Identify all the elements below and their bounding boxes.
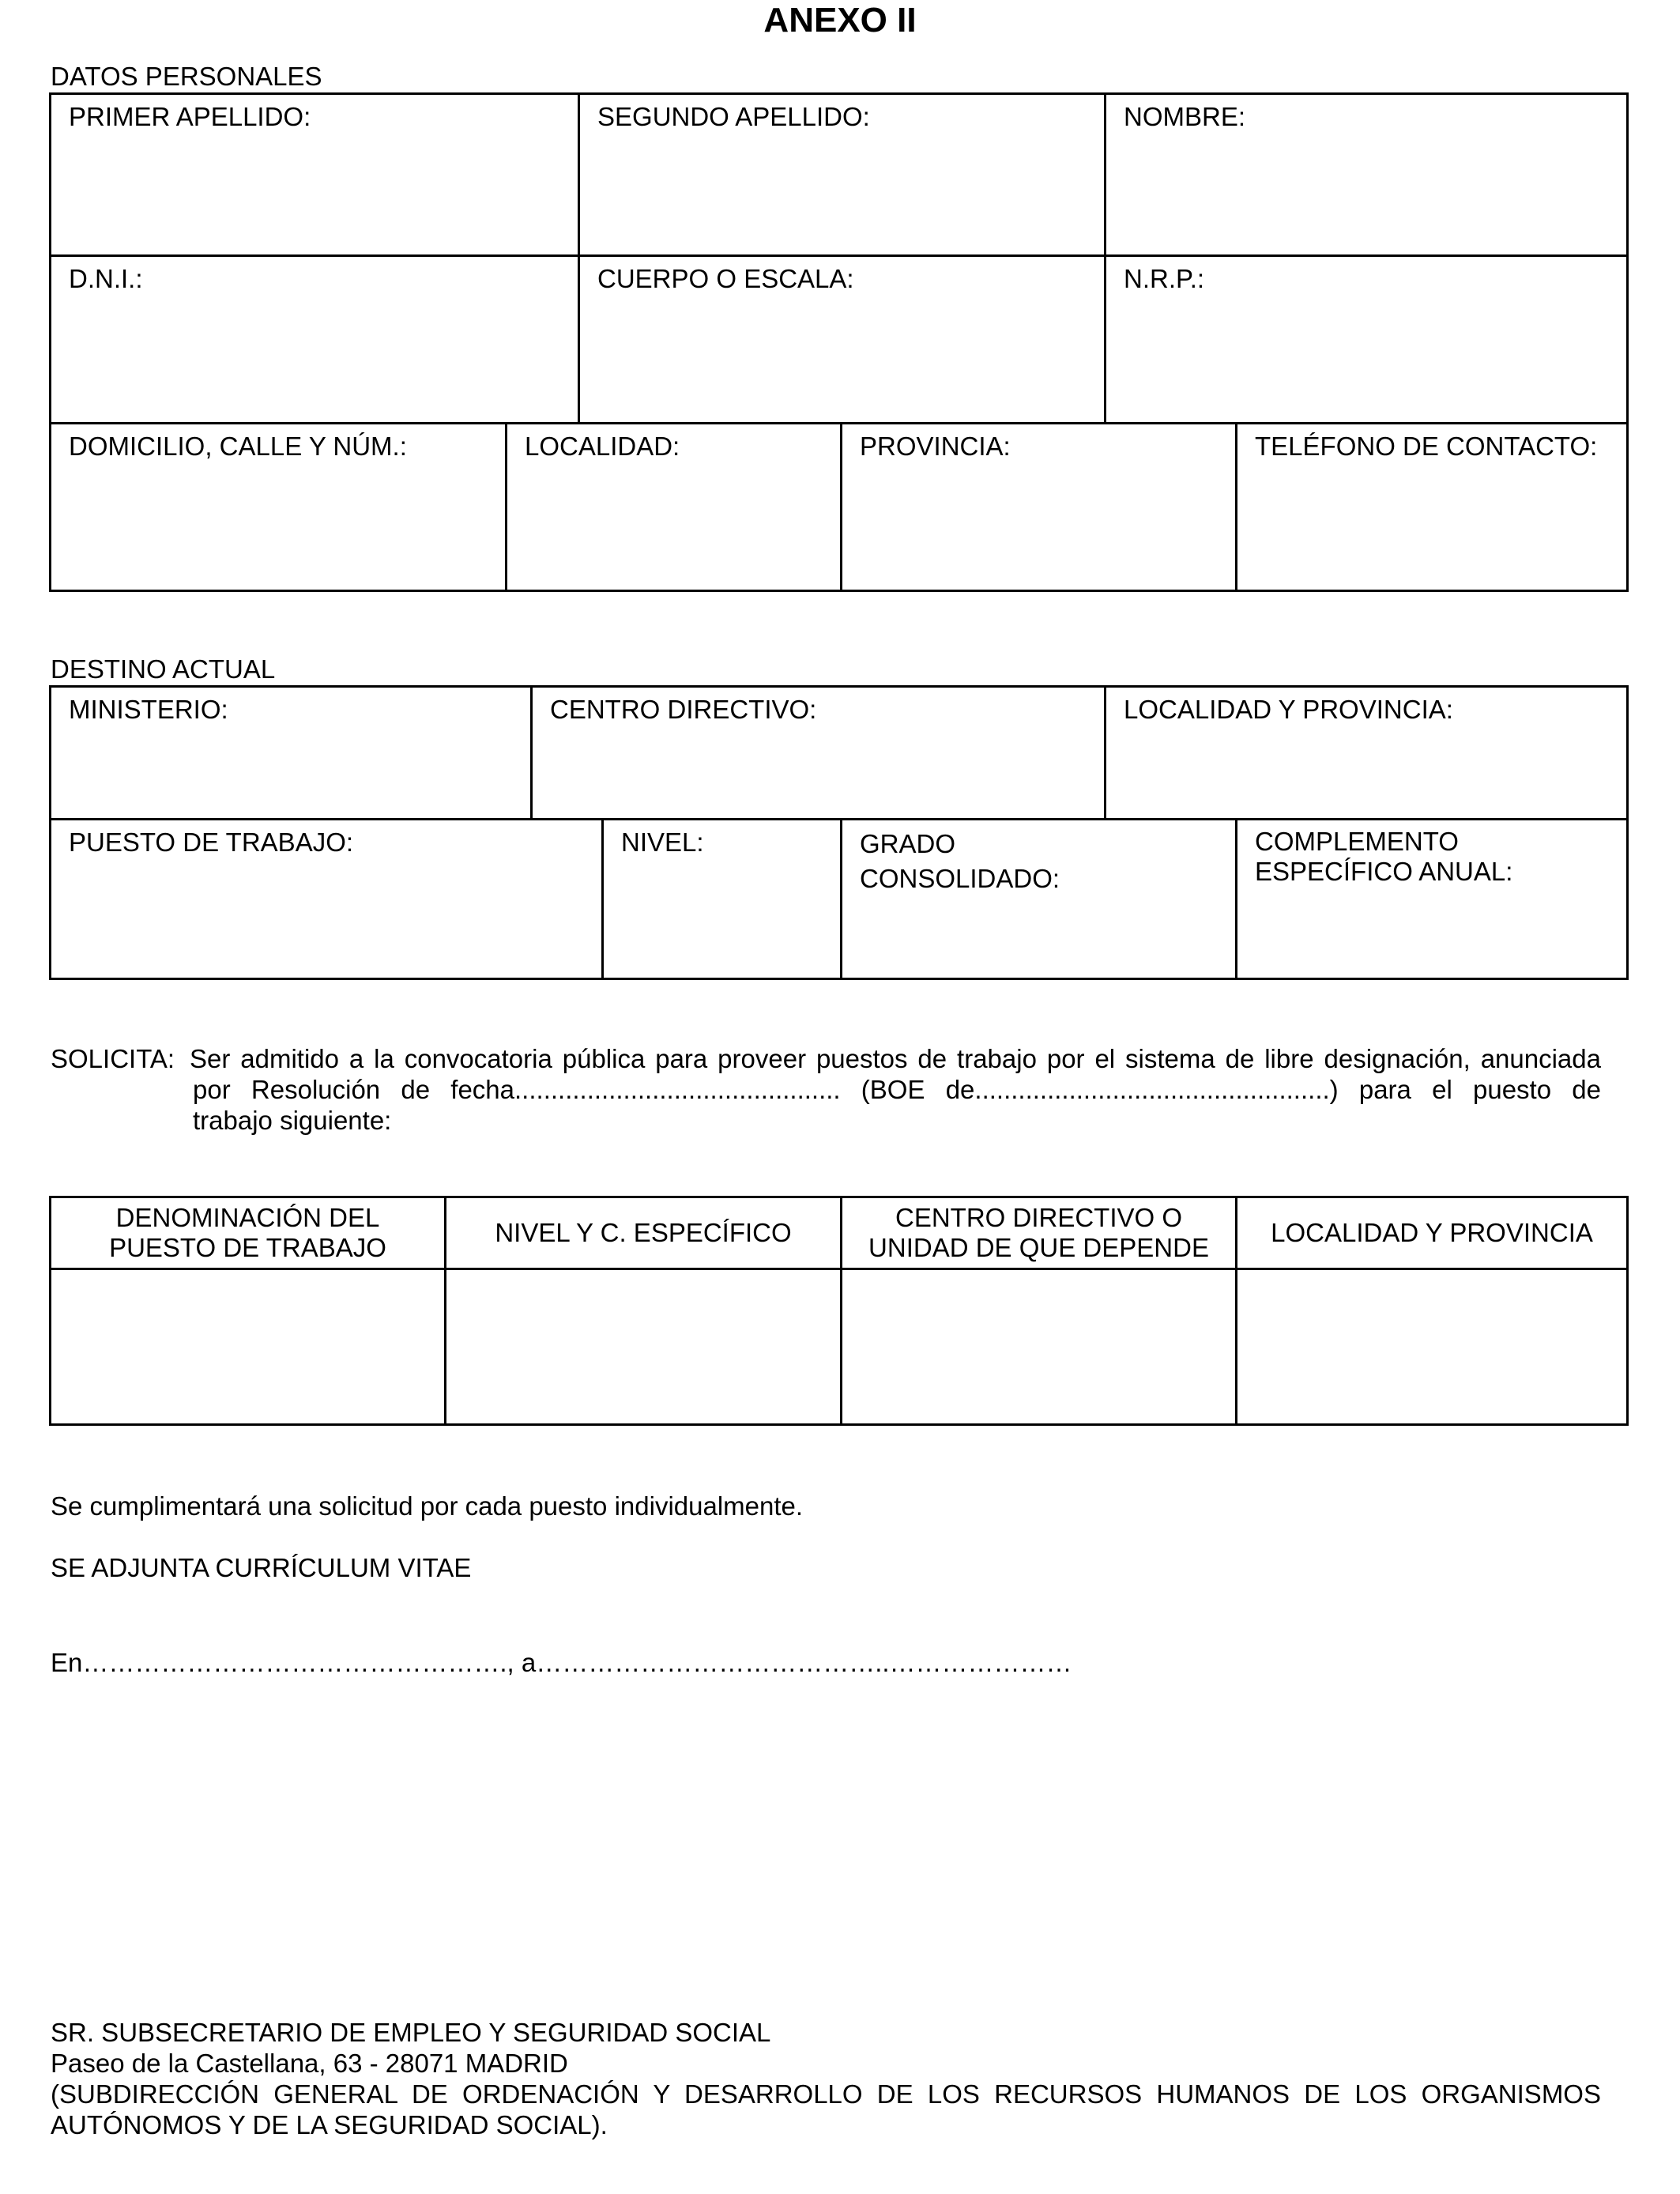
field-label: DOMICILIO, CALLE Y NÚM.:	[69, 432, 407, 461]
solicita-label: SOLICITA:	[51, 1044, 175, 1073]
document-title: ANEXO II	[763, 1, 917, 40]
field-label: NOMBRE:	[1124, 102, 1246, 131]
field-localidad-provincia[interactable]	[1104, 685, 1629, 820]
field-label: LOCALIDAD Y PROVINCIA:	[1124, 695, 1453, 724]
field-label: TELÉFONO DE CONTACTO:	[1255, 432, 1598, 461]
lugar-fecha-line[interactable]: En…………………………………………., a…………………………………..…………………	[51, 1648, 1072, 1677]
field-segundo-apellido[interactable]	[578, 92, 1106, 257]
field-ministerio[interactable]	[49, 685, 533, 820]
field-label: N.R.P.:	[1124, 264, 1205, 293]
field-label: NIVEL:	[621, 827, 704, 857]
addressee-line: (SUBDIRECCIÓN GENERAL DE ORDENACIÓN Y DESARROLLO DE LOS RECURSOS HUMANOS DE LOS ORGANISMOS	[51, 2079, 1601, 2109]
solicita-line: Ser admitido a la convocatoria pública para proveer puestos de trabajo por el sistema de libre designación, anunciada	[190, 1044, 1601, 1073]
section-heading-datos-personales: DATOS PERSONALES	[51, 62, 322, 91]
field-puesto-trabajo[interactable]	[49, 818, 604, 980]
field-label: CUERPO O ESCALA:	[597, 264, 854, 293]
field-centro-directivo[interactable]	[530, 685, 1106, 820]
input-cell-centro-directivo[interactable]	[840, 1268, 1237, 1426]
input-cell-localidad-provincia[interactable]	[1235, 1268, 1629, 1426]
column-header	[444, 1196, 842, 1270]
field-domicilio[interactable]	[49, 422, 507, 592]
field-label-line: GRADO	[860, 829, 956, 858]
field-label: PROVINCIA:	[860, 432, 1011, 461]
field-label	[860, 827, 1227, 896]
input-cell-nivel-especifico[interactable]	[444, 1268, 842, 1426]
addressee-line: AUTÓNOMOS Y DE LA SEGURIDAD SOCIAL).	[51, 2110, 608, 2139]
adjunta-text: SE ADJUNTA CURRÍCULUM VITAE	[51, 1553, 472, 1582]
column-header-text: LOCALIDAD Y PROVINCIA	[1271, 1218, 1593, 1247]
field-label: SEGUNDO APELLIDO:	[597, 102, 870, 131]
solicita-line: por Resolución de fecha............................................. (BOE de.................................................) para el puesto de	[193, 1075, 1601, 1104]
field-primer-apellido[interactable]	[49, 92, 580, 257]
field-label: COMPLEMENTO ESPECÍFICO ANUAL:	[1255, 827, 1513, 886]
field-label: MINISTERIO:	[69, 695, 228, 724]
field-provincia[interactable]	[840, 422, 1237, 592]
field-label: LOCALIDAD:	[525, 432, 680, 461]
field-localidad[interactable]	[505, 422, 842, 592]
field-nivel[interactable]	[601, 818, 842, 980]
column-header-text: NIVEL Y C. ESPECÍFICO	[495, 1218, 792, 1247]
field-grado-consolidado[interactable]	[840, 818, 1237, 980]
column-header-text: CENTRO DIRECTIVO O UNIDAD DE QUE DEPENDE	[868, 1203, 1209, 1262]
field-nombre[interactable]	[1104, 92, 1629, 257]
note-text: Se cumplimentará una solicitud por cada puesto individualmente.	[51, 1491, 804, 1521]
column-header	[1235, 1196, 1629, 1270]
field-complemento-especifico[interactable]	[1235, 818, 1629, 980]
field-nrp[interactable]	[1104, 254, 1629, 424]
field-label: PRIMER APELLIDO:	[69, 102, 311, 131]
field-dni[interactable]	[49, 254, 580, 424]
solicita-line: trabajo siguiente:	[193, 1106, 392, 1135]
field-label: PUESTO DE TRABAJO:	[69, 827, 354, 857]
field-label: CENTRO DIRECTIVO:	[550, 695, 817, 724]
addressee-line: Paseo de la Castellana, 63 - 28071 MADRID	[51, 2049, 568, 2078]
column-header	[840, 1196, 1237, 1270]
field-telefono-contacto[interactable]	[1235, 422, 1629, 592]
field-cuerpo-escala[interactable]	[578, 254, 1106, 424]
input-cell-denominacion[interactable]	[49, 1268, 446, 1426]
field-label: D.N.I.:	[69, 264, 143, 293]
column-header-text: DENOMINACIÓN DEL PUESTO DE TRABAJO	[109, 1203, 386, 1262]
section-heading-destino-actual: DESTINO ACTUAL	[51, 654, 276, 684]
addressee-line: SR. SUBSECRETARIO DE EMPLEO Y SEGURIDAD SOCIAL	[51, 2018, 771, 2047]
field-label-line: CONSOLIDADO:	[860, 864, 1060, 893]
column-header	[49, 1196, 446, 1270]
